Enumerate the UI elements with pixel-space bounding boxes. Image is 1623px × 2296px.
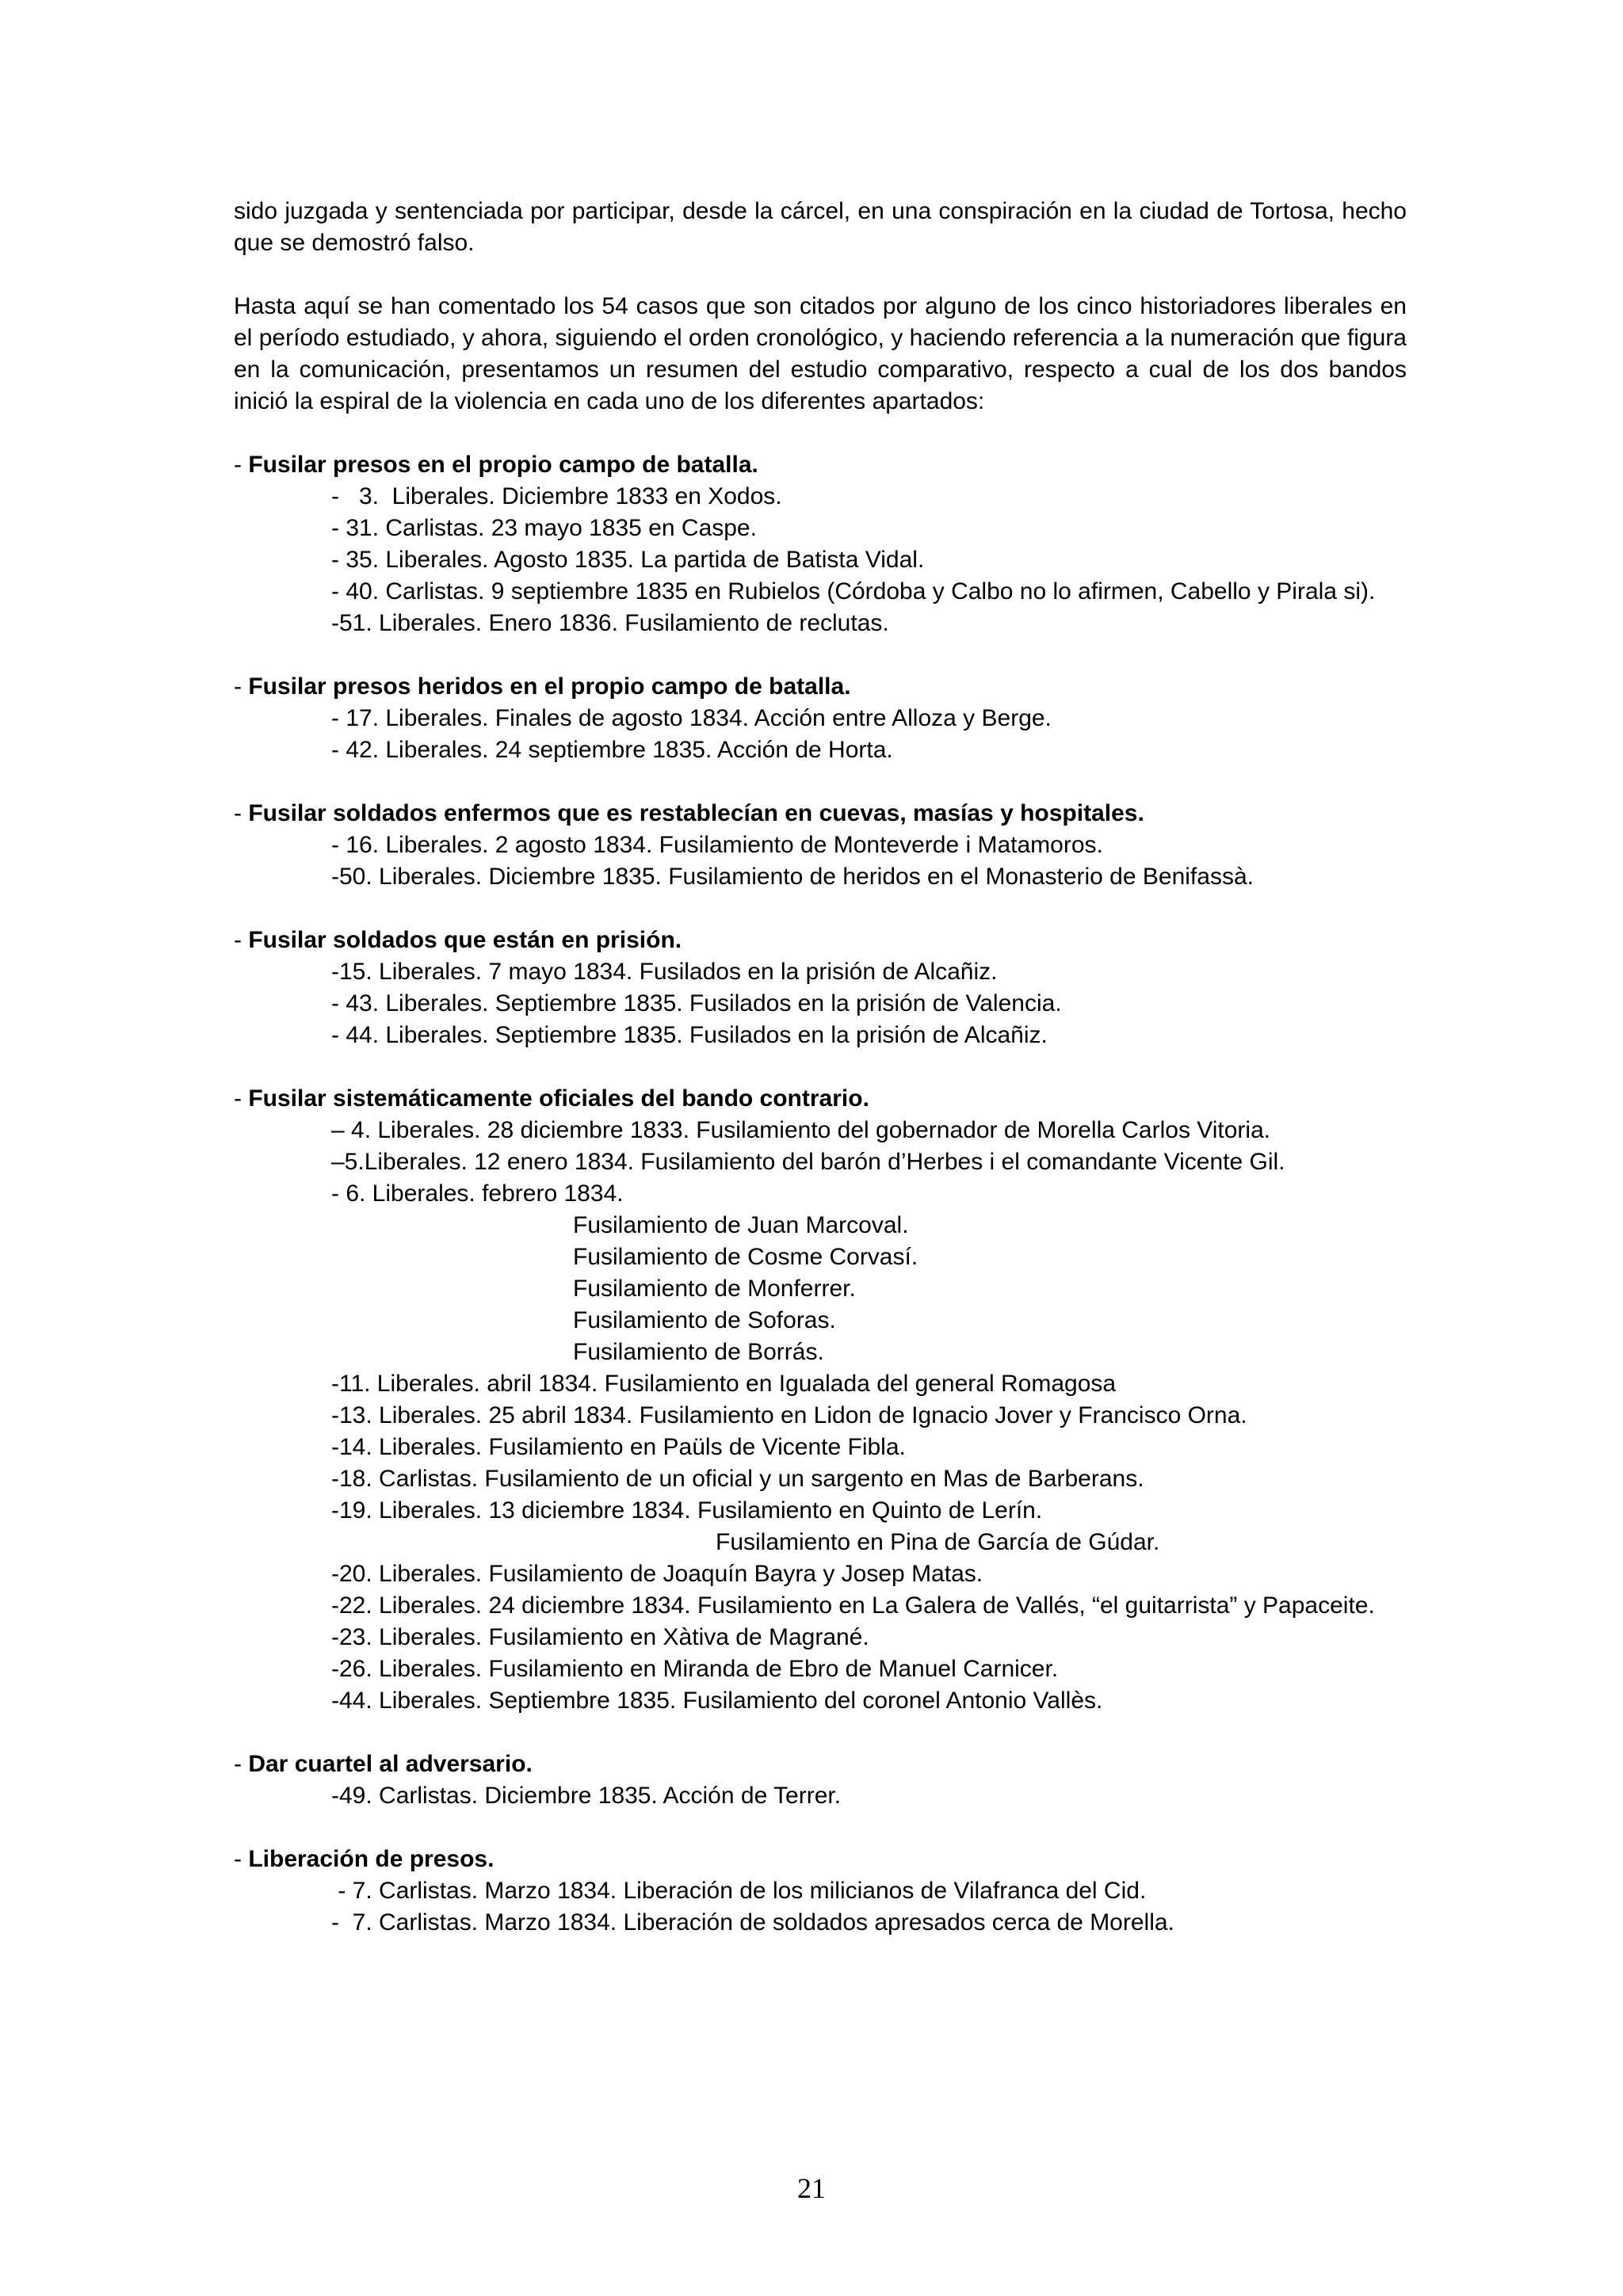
list-item: - 43. Liberales. Septiembre 1835. Fusilados en la prisión de Valencia. bbox=[331, 990, 1062, 1016]
list-item: - 7. Carlistas. Marzo 1834. Liberación de soldados apresados cerca de Morella. bbox=[331, 1909, 1174, 1936]
list-item: -13. Liberales. 25 abril 1834. Fusilamiento en Lidon de Ignacio Jover y Francisco Orna. bbox=[331, 1402, 1247, 1428]
list-item: -50. Liberales. Diciembre 1835. Fusilamiento de heridos en el Monasterio de Benifassà. bbox=[331, 864, 1254, 890]
list-item: - 40. Carlistas. 9 septiembre 1835 en Rubielos (Córdoba y Calbo no lo afirmen, Cabello y Pirala si). bbox=[331, 578, 1376, 605]
list-item: -15. Liberales. 7 mayo 1834. Fusilados en la prisión de Alcañiz. bbox=[331, 959, 998, 985]
page-number: 21 bbox=[797, 2172, 826, 2204]
section-fusilar-presos-campo bbox=[234, 449, 1407, 639]
list-item: -22. Liberales. 24 diciembre 1834. Fusilamiento en La Galera de Vallés, “el guitarrista” y Papaceite. bbox=[331, 1592, 1375, 1619]
section-title: - Liberación de presos. bbox=[234, 1846, 495, 1872]
sub-item: Fusilamiento de Cosme Corvasí. bbox=[573, 1244, 918, 1270]
list-item: - 35. Liberales. Agosto 1835. La partida de Batista Vidal. bbox=[331, 547, 925, 573]
list-item: - 31. Carlistas. 23 mayo 1835 en Caspe. bbox=[331, 515, 757, 541]
section-title: - Fusilar soldados enfermos que es restablecían en cuevas, masías y hospitales. bbox=[234, 800, 1144, 826]
list-item: - 3. Liberales. Diciembre 1833 en Xodos. bbox=[331, 483, 782, 509]
section-items bbox=[234, 1115, 1407, 1717]
list-item: -23. Liberales. Fusilamiento en Xàtiva de Magrané. bbox=[331, 1624, 869, 1650]
list-item: -44. Liberales. Septiembre 1835. Fusilamiento del coronel Antonio Vallès. bbox=[331, 1688, 1103, 1714]
sub-item: Fusilamiento de Soforas. bbox=[573, 1307, 836, 1333]
intro-paragraph-2: Hasta aquí se han comentado los 54 casos que son citados por alguno de los cinco historiadores liberales en el período estudiado, y ahora, siguiendo el orden cronológico, y haciendo referencia a la numeración que figura en la comunicación, presentamos un resumen del estudio comparativo, respecto a cual de los dos bandos inició la espiral de la violencia en cada uno de los diferentes apartados: bbox=[234, 293, 1407, 414]
sub-item: Fusilamiento de Juan Marcoval. bbox=[573, 1212, 909, 1238]
list-item: - 6. Liberales. febrero 1834. bbox=[331, 1180, 624, 1207]
section-items bbox=[234, 1875, 1407, 1939]
list-item: -14. Liberales. Fusilamiento en Paüls de Vicente Fibla. bbox=[331, 1434, 906, 1460]
section-title: - Fusilar presos heridos en el propio campo de batalla. bbox=[234, 673, 851, 700]
section-title: - Dar cuartel al adversario. bbox=[234, 1751, 533, 1777]
section-fusilar-heridos bbox=[234, 671, 1407, 766]
section-fusilar-oficiales bbox=[234, 1083, 1407, 1717]
section-fusilar-enfermos bbox=[234, 798, 1407, 893]
section-items bbox=[234, 830, 1407, 893]
list-item: – 4. Liberales. 28 diciembre 1833. Fusilamiento del gobernador de Morella Carlos Vitoria. bbox=[331, 1117, 1271, 1143]
section-items bbox=[234, 703, 1407, 766]
list-item: –5.Liberales. 12 enero 1834. Fusilamiento del barón d’Herbes i el comandante Vicente Gil. bbox=[331, 1149, 1285, 1175]
intro-paragraph-1: sido juzgada y sentenciada por participar, desde la cárcel, en una conspiración en la ciudad de Tortosa, hecho que se demostró falso. bbox=[234, 198, 1407, 256]
list-item: -51. Liberales. Enero 1836. Fusilamiento de reclutas. bbox=[331, 610, 889, 636]
section-title: - Fusilar presos en el propio campo de batalla. bbox=[234, 452, 758, 478]
section-title: - Fusilar soldados que están en prisión. bbox=[234, 927, 682, 953]
section-title: - Fusilar sistemáticamente oficiales del bando contrario. bbox=[234, 1085, 869, 1112]
section-items bbox=[234, 1780, 1407, 1812]
list-item: -18. Carlistas. Fusilamiento de un oficial y un sargento en Mas de Barberans. bbox=[331, 1466, 1144, 1492]
page-body bbox=[234, 196, 1407, 1939]
section-fusilar-prision bbox=[234, 925, 1407, 1051]
list-item: - 17. Liberales. Finales de agosto 1834. Acción entre Alloza y Berge. bbox=[331, 705, 1052, 731]
list-item: -20. Liberales. Fusilamiento de Joaquín Bayra y Josep Matas. bbox=[331, 1561, 983, 1587]
section-liberacion-presos bbox=[234, 1844, 1407, 1939]
section-dar-cuartel bbox=[234, 1749, 1407, 1812]
sub-item: Fusilamiento de Monferrer. bbox=[573, 1276, 856, 1302]
section-items bbox=[234, 956, 1407, 1051]
list-item: -11. Liberales. abril 1834. Fusilamiento en Igualada del general Romagosa bbox=[331, 1371, 1117, 1397]
list-item: -26. Liberales. Fusilamiento en Miranda de Ebro de Manuel Carnicer. bbox=[331, 1656, 1059, 1682]
section-items bbox=[234, 481, 1407, 639]
list-item: -49. Carlistas. Diciembre 1835. Acción de Terrer. bbox=[331, 1783, 842, 1809]
list-item: -19. Liberales. 13 diciembre 1834. Fusilamiento en Quinto de Lerín. bbox=[331, 1497, 1043, 1524]
sub-item: Fusilamiento en Pina de García de Gúdar. bbox=[716, 1529, 1160, 1555]
list-item: - 16. Liberales. 2 agosto 1834. Fusilamiento de Monteverde i Matamoros. bbox=[331, 832, 1103, 858]
list-item: - 42. Liberales. 24 septiembre 1835. Acción de Horta. bbox=[331, 737, 893, 763]
list-item: - 7. Carlistas. Marzo 1834. Liberación de los milicianos de Vilafranca del Cid. bbox=[331, 1878, 1147, 1904]
sub-item: Fusilamiento de Borrás. bbox=[573, 1339, 824, 1365]
list-item: - 44. Liberales. Septiembre 1835. Fusilados en la prisión de Alcañiz. bbox=[331, 1022, 1048, 1048]
